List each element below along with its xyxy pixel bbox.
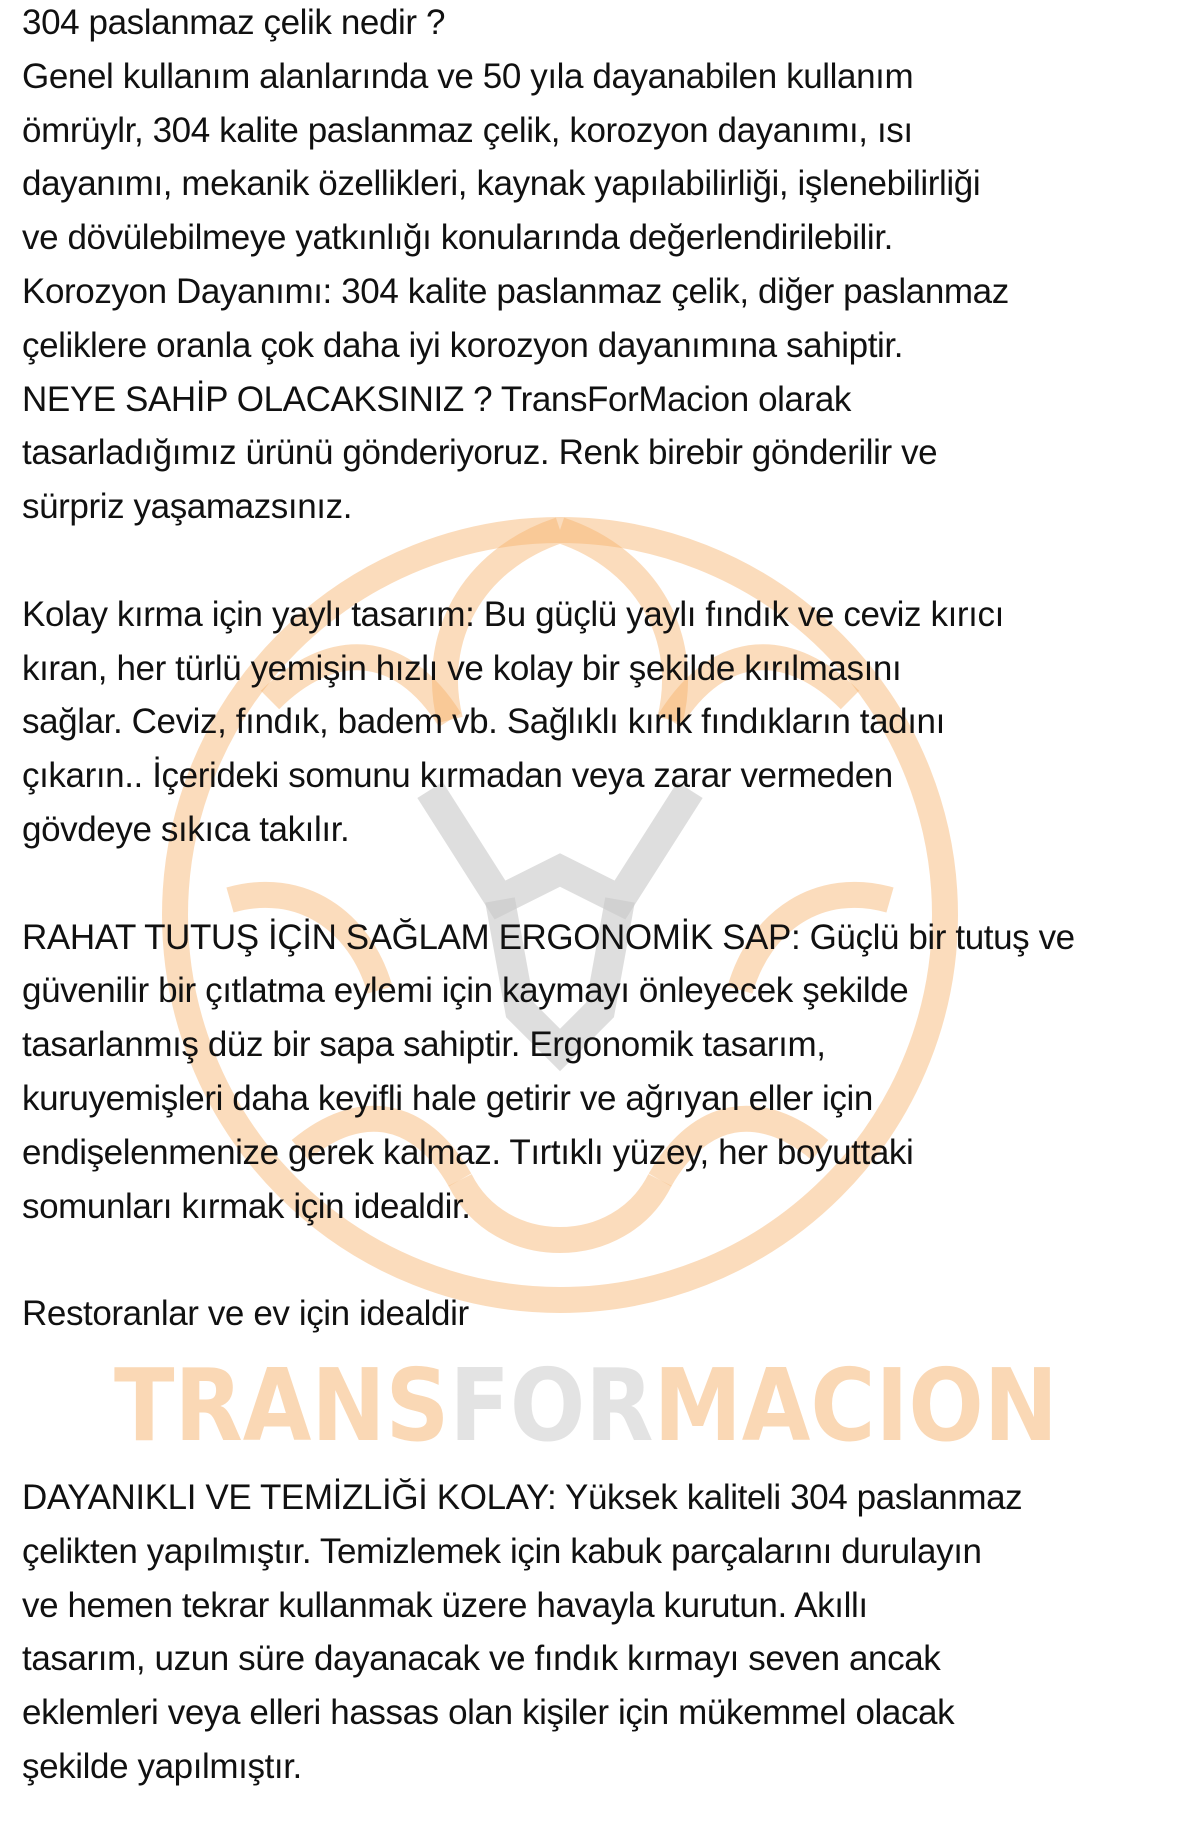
text-line: tasarım, uzun süre dayanacak ve fındık kırmayı seven ancak [22, 1639, 941, 1679]
text-line: tasarlanmış düz bir sapa sahiptir. Ergonomik tasarım, [22, 1025, 826, 1065]
description-paragraph [22, 911, 1200, 1234]
text-line: Restoranlar ve ev için idealdir [22, 1294, 469, 1334]
text-line: Kolay kırma için yaylı tasarım: Bu güçlü yaylı fındık ve ceviz kırıcı [22, 594, 1004, 634]
text-line: ve hemen tekrar kullanmak üzere havayla kurutun. Akıllı [22, 1585, 868, 1625]
description-paragraph [22, 588, 1200, 857]
text-line: endişelenmenize gerek kalmaz. Tırtıklı yüzey, her boyuttaki [22, 1132, 914, 1172]
text-line: dayanımı, mekanik özellikleri, kaynak yapılabilirliği, işlenebilirliği [22, 164, 981, 204]
watermark-brand-mid: FOR [449, 1347, 680, 1464]
text-line: sürpriz yaşamazsınız. [22, 487, 353, 527]
text-line: çıkarın.. İçerideki somunu kırmadan veya zarar vermeden [22, 756, 893, 796]
text-line: ve dövülebilmeye yatkınlığı konularında değerlendirilebilir. [22, 218, 893, 258]
text-line: gövdeye sıkıca takılır. [22, 809, 350, 849]
product-description [22, 0, 1200, 1848]
text-line: sağlar. Ceviz, fındık, badem vb. Sağlıklı kırık fındıkların tadını [22, 702, 945, 742]
text-line: DAYANIKLI VE TEMİZLİĞİ KOLAY: Yüksek kaliteli 304 paslanmaz [22, 1477, 1023, 1517]
description-paragraph [22, 1287, 1200, 1341]
text-line: çelikten yapılmıştır. Temizlemek için kabuk parçalarını durulayın [22, 1531, 982, 1571]
description-paragraph [22, 1471, 1200, 1794]
text-line: ömrüylr, 304 kalite paslanmaz çelik, korozyon dayanımı, ısı [22, 110, 913, 150]
watermark-brand-right: MACION [653, 1347, 1110, 1464]
text-line: şekilde yapılmıştır. [22, 1746, 302, 1786]
watermark-brand-left: TRANS [114, 1347, 493, 1464]
text-line: tasarladığımız ürünü gönderiyoruz. Renk birebir gönderilir ve [22, 433, 938, 473]
text-line: güvenilir bir çıtlatma eylemi için kaymayı önleyecek şekilde [22, 971, 909, 1011]
text-line: kıran, her türlü yemişin hızlı ve kolay bir şekilde kırılmasını [22, 648, 902, 688]
text-line: NEYE SAHİP OLACAKSINIZ ? TransForMacion olarak [22, 379, 852, 419]
text-line: çeliklere oranla çok daha iyi korozyon dayanımına sahiptir. [22, 325, 904, 365]
description-paragraph [22, 0, 1200, 534]
text-line: kuruyemişleri daha keyifli hale getirir ve ağrıyan eller için [22, 1078, 873, 1118]
text-line: Korozyon Dayanımı: 304 kalite paslanmaz çelik, diğer paslanmaz [22, 271, 1009, 311]
text-line: Genel kullanım alanlarında ve 50 yıla dayanabilen kullanım [22, 56, 914, 96]
text-line: eklemleri veya elleri hassas olan kişiler için mükemmel olacak [22, 1693, 955, 1733]
text-line: 304 paslanmaz çelik nedir ? [22, 3, 446, 42]
text-line: somunları kırmak için idealdir. [22, 1186, 471, 1226]
text-line: RAHAT TUTUŞ İÇİN SAĞLAM ERGONOMİK SAP: Güçlü bir tutuş ve [22, 917, 1075, 957]
